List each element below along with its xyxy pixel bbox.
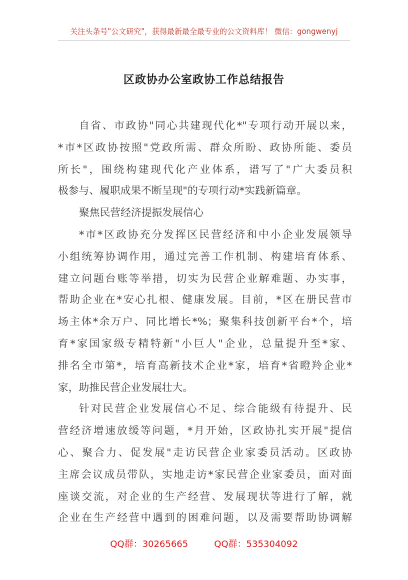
paragraph-line: 自省、市政协"同心共建现代化*"专项行动开展以来， [79, 120, 352, 132]
header-banner: 关注头条号"公文研究"，获得最新最全最专业的公文资料库！ 微信：gongwenyj [70, 27, 338, 36]
section-heading: 聚焦民营经济提振发展信心 [79, 207, 204, 220]
paragraph-line: 场主体*余万户、同比增长*%；聚集科技创新平台*个，培 [58, 316, 352, 329]
footer-qq-group-2: QQ群：535304092 [214, 540, 298, 550]
footer-qq-group-1: QQ群：30265665 [110, 540, 189, 550]
paragraph-line: 排名全市第*，培育高新技术企业*家，培育*省瞪羚企业* [58, 359, 352, 372]
paragraph-line: 企业在生产经营中遇到的困难问题，以及需要帮助协调解 [58, 512, 352, 525]
footer [0, 537, 408, 550]
document-body [58, 116, 352, 530]
paragraph-line: 主席会议成员带队，实地走访*家民营企业家委员，面对面 [58, 468, 352, 481]
paragraph-line: 育*家国家级专精特新"小巨人"企业，总量提升至*家、 [58, 337, 352, 350]
paragraph-line: 心、聚合力、促发展"走访民营企业家委员活动。区政协 [58, 446, 352, 459]
paragraph-line: 建立问题台账等举措，切实为民营企业解难题、办实事， [58, 272, 352, 285]
document-title: 区政协办公室政协工作总结报告 [123, 73, 285, 86]
paragraph-line: 家，助推民营企业发展壮大。 [58, 381, 194, 394]
paragraph-line: 小组统筹协调作用，通过完善工作机制、构建培育体系、 [58, 250, 352, 263]
paragraph-line: 针对民营企业发展信心不足、综合能级有待提升、民 [79, 403, 352, 416]
paragraph-line: 座谈交流，对企业的生产经营、发展现状等进行了解，就 [58, 490, 352, 503]
paragraph-line: 帮助企业在*安心扎根、健康发展。目前，*区在册民营市 [58, 294, 352, 307]
paragraph-line: 所长"，围绕构建现代化产业体系，谱写了"广大委员积 [58, 163, 352, 176]
paragraph-line: 极参与、履职成果不断呈现"的专项行动*实践新篇章。 [58, 185, 307, 198]
paragraph-line: 营经济增速放缓等问题，*月开始，区政协扎实开展"提信 [58, 425, 352, 438]
paragraph-line: *市*区政协按照"党政所需、群众所盼、政协所能、委员 [58, 141, 352, 154]
paragraph-line: *市*区政协充分发挥区民营经济和中小企业发展领导 [79, 228, 352, 241]
header-divider [58, 40, 350, 41]
